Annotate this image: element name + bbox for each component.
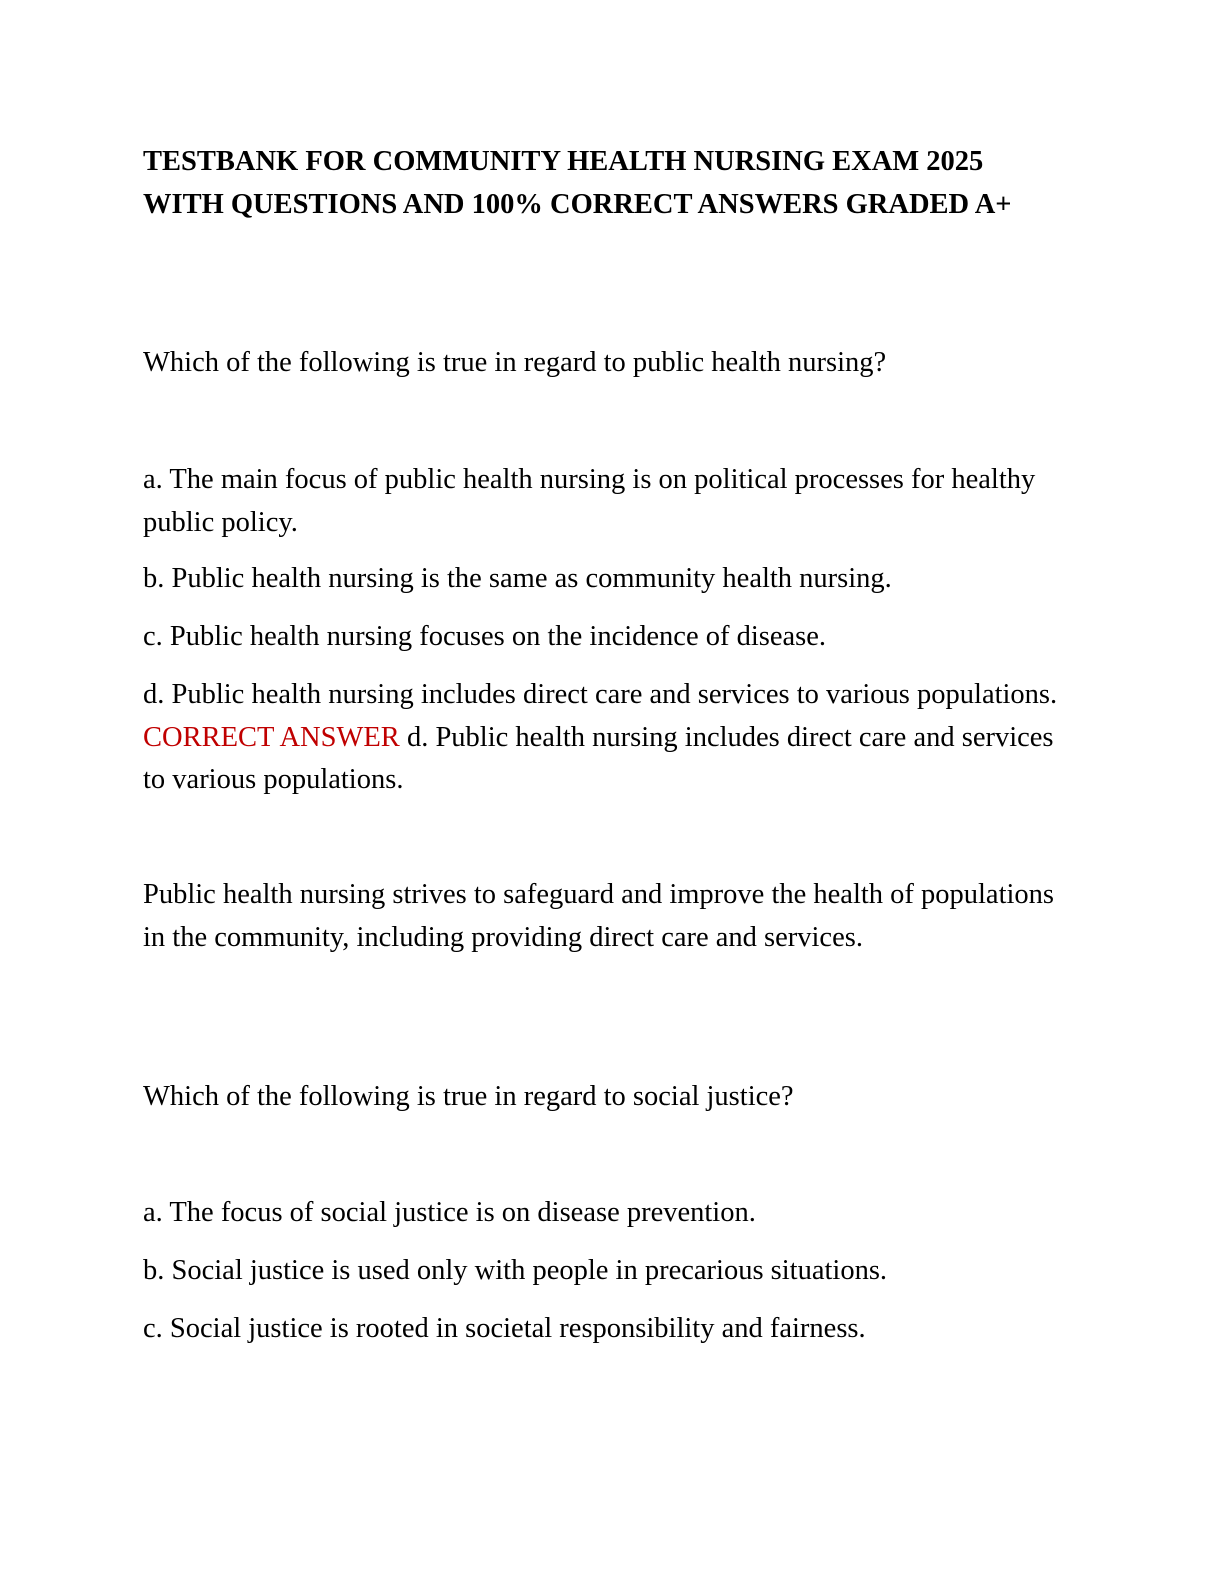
question-1-text: Which of the following is true in regard to public health nursing? [143,347,887,378]
question-2-option-c: c. Social justice is rooted in societal responsibility and fairness. [143,1313,866,1344]
question-1-option-b: b. Public health nursing is the same as community health nursing. [143,563,892,594]
question-1-option-a: a. The main focus of public health nursing is on political processes for healthy public policy. [143,464,1036,538]
correct-answer-label: CORRECT ANSWER [143,721,400,753]
correct-answer-text: d. Public health nursing includes direct care and services to various populations. [143,721,1054,795]
question-2-option-b: b. Social justice is used only with people in precarious situations. [143,1255,888,1286]
question-2-option-a: a. The focus of social justice is on disease prevention. [143,1197,756,1228]
question-2-text: Which of the following is true in regard to social justice? [143,1081,794,1112]
question-1-rationale: Public health nursing strives to safeguard and improve the health of populations in the community, including providing direct care and services. [143,879,1055,953]
question-1-option-d-with-answer [143,674,1063,802]
document-title: TESTBANK FOR COMMUNITY HEALTH NURSING EXAM 2025 WITH QUESTIONS AND 100% CORRECT ANSWERS GRADED A+ [143,146,1012,220]
question-1-option-d: d. Public health nursing includes direct care and services to various populations. [143,679,1058,710]
question-1-option-c: c. Public health nursing focuses on the incidence of disease. [143,621,827,652]
